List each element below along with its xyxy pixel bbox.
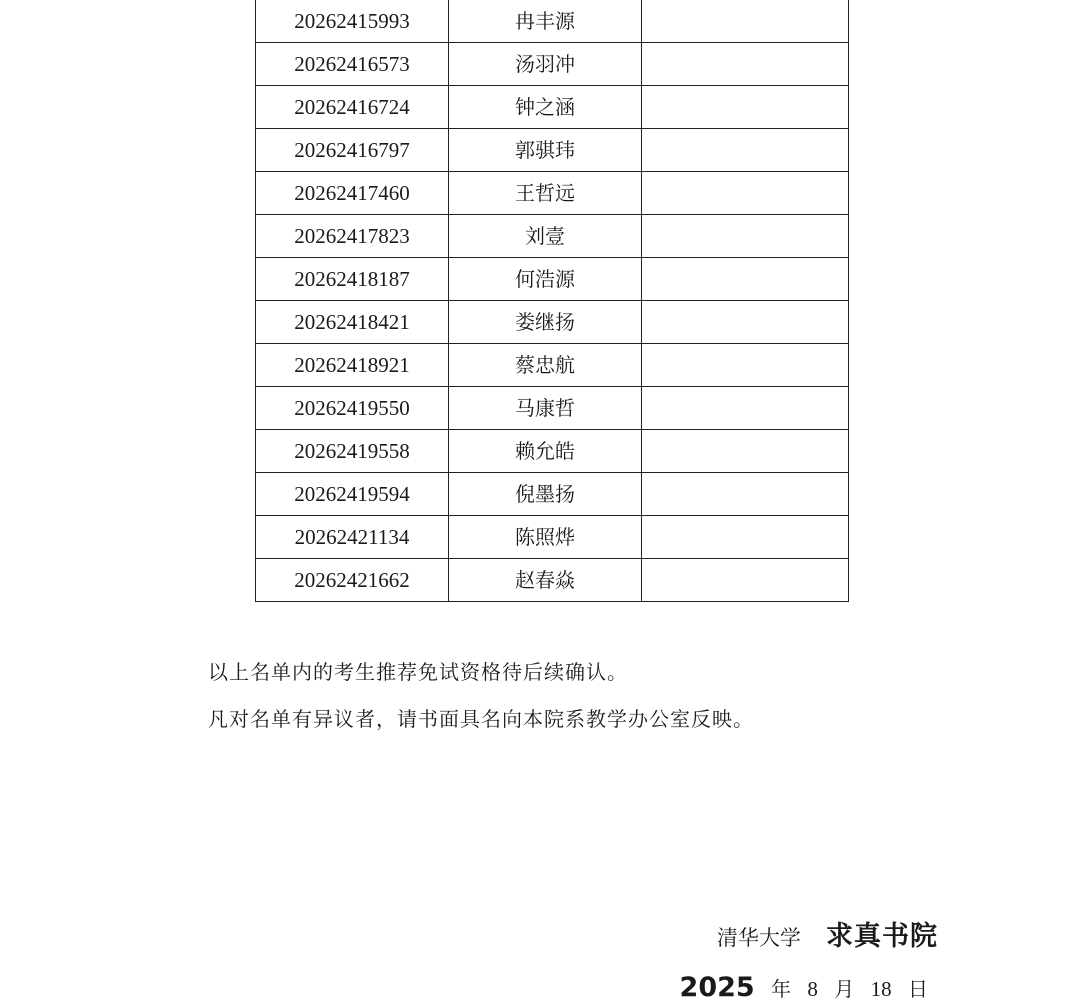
signature-university: 清华大学 — [716, 926, 801, 950]
table-row — [256, 344, 849, 387]
table-row — [256, 258, 849, 301]
table-row — [256, 430, 849, 473]
candidate-note-cell — [642, 516, 849, 559]
table-row — [256, 129, 849, 172]
candidate-name-cell: 刘壹 — [449, 215, 642, 258]
candidate-id-cell: 20262416797 — [256, 129, 449, 172]
notice-confirmation-text: 以上名单内的考生推荐免试资格待后续确认。 — [208, 660, 628, 684]
candidate-id-cell: 20262417823 — [256, 215, 449, 258]
candidate-name-cell: 汤羽冲 — [449, 43, 642, 86]
candidate-note-cell — [642, 387, 849, 430]
candidate-id-cell: 20262419594 — [256, 473, 449, 516]
candidate-id-cell: 20262418187 — [256, 258, 449, 301]
candidate-name-cell: 郭骐玮 — [449, 129, 642, 172]
candidate-id-cell: 20262416724 — [256, 86, 449, 129]
candidate-name-cell: 赵春焱 — [449, 559, 642, 602]
candidate-name-cell: 娄继扬 — [449, 301, 642, 344]
table-row — [256, 559, 849, 602]
table-row — [256, 0, 849, 43]
candidate-id-cell: 20262418921 — [256, 344, 449, 387]
table-row — [256, 387, 849, 430]
candidate-note-cell — [642, 301, 849, 344]
candidate-name-cell: 陈照烨 — [449, 516, 642, 559]
date-year-unit: 年 — [771, 977, 792, 1001]
candidate-note-cell — [642, 172, 849, 215]
table-row — [256, 301, 849, 344]
candidate-name-cell: 冉丰源 — [449, 0, 642, 43]
candidate-name-cell: 何浩源 — [449, 258, 642, 301]
candidate-note-cell — [642, 344, 849, 387]
candidate-name-cell: 马康哲 — [449, 387, 642, 430]
date-month-unit: 月 — [834, 977, 855, 1001]
candidate-id-cell: 20262421134 — [256, 516, 449, 559]
candidate-name-cell: 钟之涵 — [449, 86, 642, 129]
table-row — [256, 86, 849, 129]
signature-block — [717, 914, 938, 953]
candidate-table — [255, 0, 849, 602]
candidate-note-cell — [642, 473, 849, 516]
candidate-note-cell — [642, 559, 849, 602]
candidate-id-cell: 20262415993 — [256, 0, 449, 43]
date-day: 18 — [870, 977, 892, 1001]
notice-objection-text: 凡对名单有异议者，请书面具名向本院系教学办公室反映。 — [208, 707, 754, 731]
candidate-note-cell — [642, 430, 849, 473]
candidate-name-cell: 倪墨扬 — [449, 473, 642, 516]
table-row — [256, 215, 849, 258]
date-month: 8 — [807, 977, 818, 1001]
candidate-note-cell — [642, 0, 849, 43]
candidate-note-cell — [642, 215, 849, 258]
candidate-id-cell: 20262419558 — [256, 430, 449, 473]
candidate-name-cell: 蔡忠航 — [449, 344, 642, 387]
candidate-name-cell: 赖允皓 — [449, 430, 642, 473]
table-row — [256, 473, 849, 516]
candidate-note-cell — [642, 129, 849, 172]
candidate-id-cell: 20262417460 — [256, 172, 449, 215]
candidate-name-cell: 王哲远 — [449, 172, 642, 215]
date-year: 2025 — [679, 972, 755, 1003]
candidate-table-body — [256, 0, 849, 602]
candidate-id-cell: 20262418421 — [256, 301, 449, 344]
candidate-id-cell: 20262419550 — [256, 387, 449, 430]
candidate-note-cell — [642, 43, 849, 86]
date-day-unit: 日 — [908, 977, 928, 1001]
table-row — [256, 43, 849, 86]
candidate-note-cell — [642, 86, 849, 129]
table-row — [256, 172, 849, 215]
candidate-id-cell: 20262416573 — [256, 43, 449, 86]
issue-date — [680, 972, 938, 1003]
signature-college: 求真书院 — [826, 921, 938, 952]
candidate-id-cell: 20262421662 — [256, 559, 449, 602]
table-row — [256, 516, 849, 559]
candidate-note-cell — [642, 258, 849, 301]
